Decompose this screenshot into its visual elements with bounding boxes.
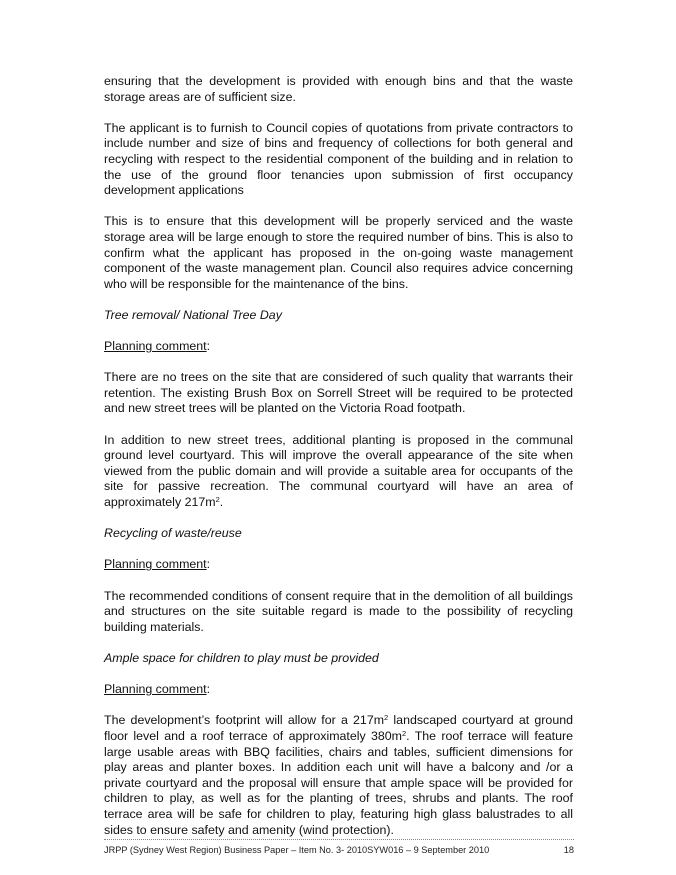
heading-recycling: Recycling of waste/reuse (104, 526, 242, 541)
planning-comment-underlined: Planning comment (104, 339, 207, 354)
paragraph-planting-text: In addition to new street trees, additional planting is proposed in the communal ground level courtyard. This will improve the overall appearance of the site when viewed from the public domain and will provide a suitable area for occupants of the site for passive recreation. The communal courtyard will have an area of approximately 217m (104, 432, 573, 510)
planning-comment-underlined: Planning comment (104, 557, 207, 572)
heading-tree-removal: Tree removal/ National Tree Day (104, 307, 282, 322)
planning-comment-underlined: Planning comment (104, 682, 207, 697)
paragraph-trees: There are no trees on the site that are considered of such quality that warrants their retention. The existing Brush Box on Sorrell Street will be required to be protected and new street trees will be planted on the Victoria Road footpath. (104, 370, 573, 416)
document-body (104, 74, 573, 838)
paragraph-footprint-text-b: landscaped courtyard at ground floor level and a roof terrace of approximately 380m (104, 713, 573, 743)
planning-comment-colon: : (206, 339, 211, 354)
planning-comment-colon: : (206, 557, 211, 572)
paragraph-footprint-text-c: . The roof terrace will feature large usable areas with BBQ facilities, chairs and tables, sufficient dimensions for play areas and planter boxes. In addition each unit will have a balcony and /or a private courtyard and the proposal will ensure that ample space will be provided for children to play, as well as for the planting of trees, shrubs and plants. The roof terrace area will be safe for children to play, featuring high glass balustrades to all sides to ensure safety and amenity (wind protection). (104, 728, 573, 837)
paragraph-servicing: This is to ensure that this development will be properly serviced and the waste storage area will be large enough to store the required number of bins. This is also to confirm what the applicant has proposed in the on-going waste management component of the waste management plan. Council also requires advice concerning who will be responsible for the maintenance of the bins. (104, 214, 573, 291)
paragraph-bins-size: ensuring that the development is provided with enough bins and that the waste storage areas are of sufficient size. (104, 74, 573, 104)
paragraph-footprint (104, 713, 573, 838)
footer-divider (104, 839, 574, 840)
paragraph-quotations: The applicant is to furnish to Council copies of quotations from private contractors to include number and size of bins and frequency of collections for both general and recycling with respect to the residential component of the building and in relation to the use of the ground floor tenancies upon submission of first occupancy development applications (104, 120, 573, 198)
paragraph-recycling: The recommended conditions of consent require that in the demolition of all buildings and structures on the site suitable regard is made to the possibility of recycling building materials. (104, 588, 573, 634)
paragraph-footprint-text-a: The development’s footprint will allow for a 217m (104, 713, 385, 728)
planning-comment-colon: : (206, 682, 211, 697)
paragraph-planting (104, 433, 573, 511)
page-number: 18 (563, 845, 574, 855)
paragraph-planting-end: . (219, 495, 224, 510)
planning-comment-label (104, 557, 573, 573)
superscript: 2 (402, 728, 407, 738)
planning-comment-label (104, 339, 573, 355)
page-footer (104, 845, 574, 855)
superscript: 2 (384, 713, 389, 723)
footer-text: JRPP (Sydney West Region) Business Paper – Item No. 3- 2010SYW016 – 9 September 2010 (104, 845, 490, 855)
planning-comment-label (104, 682, 573, 698)
superscript: 2 (215, 495, 220, 505)
heading-play-space: Ample space for children to play must be provided (104, 650, 379, 665)
